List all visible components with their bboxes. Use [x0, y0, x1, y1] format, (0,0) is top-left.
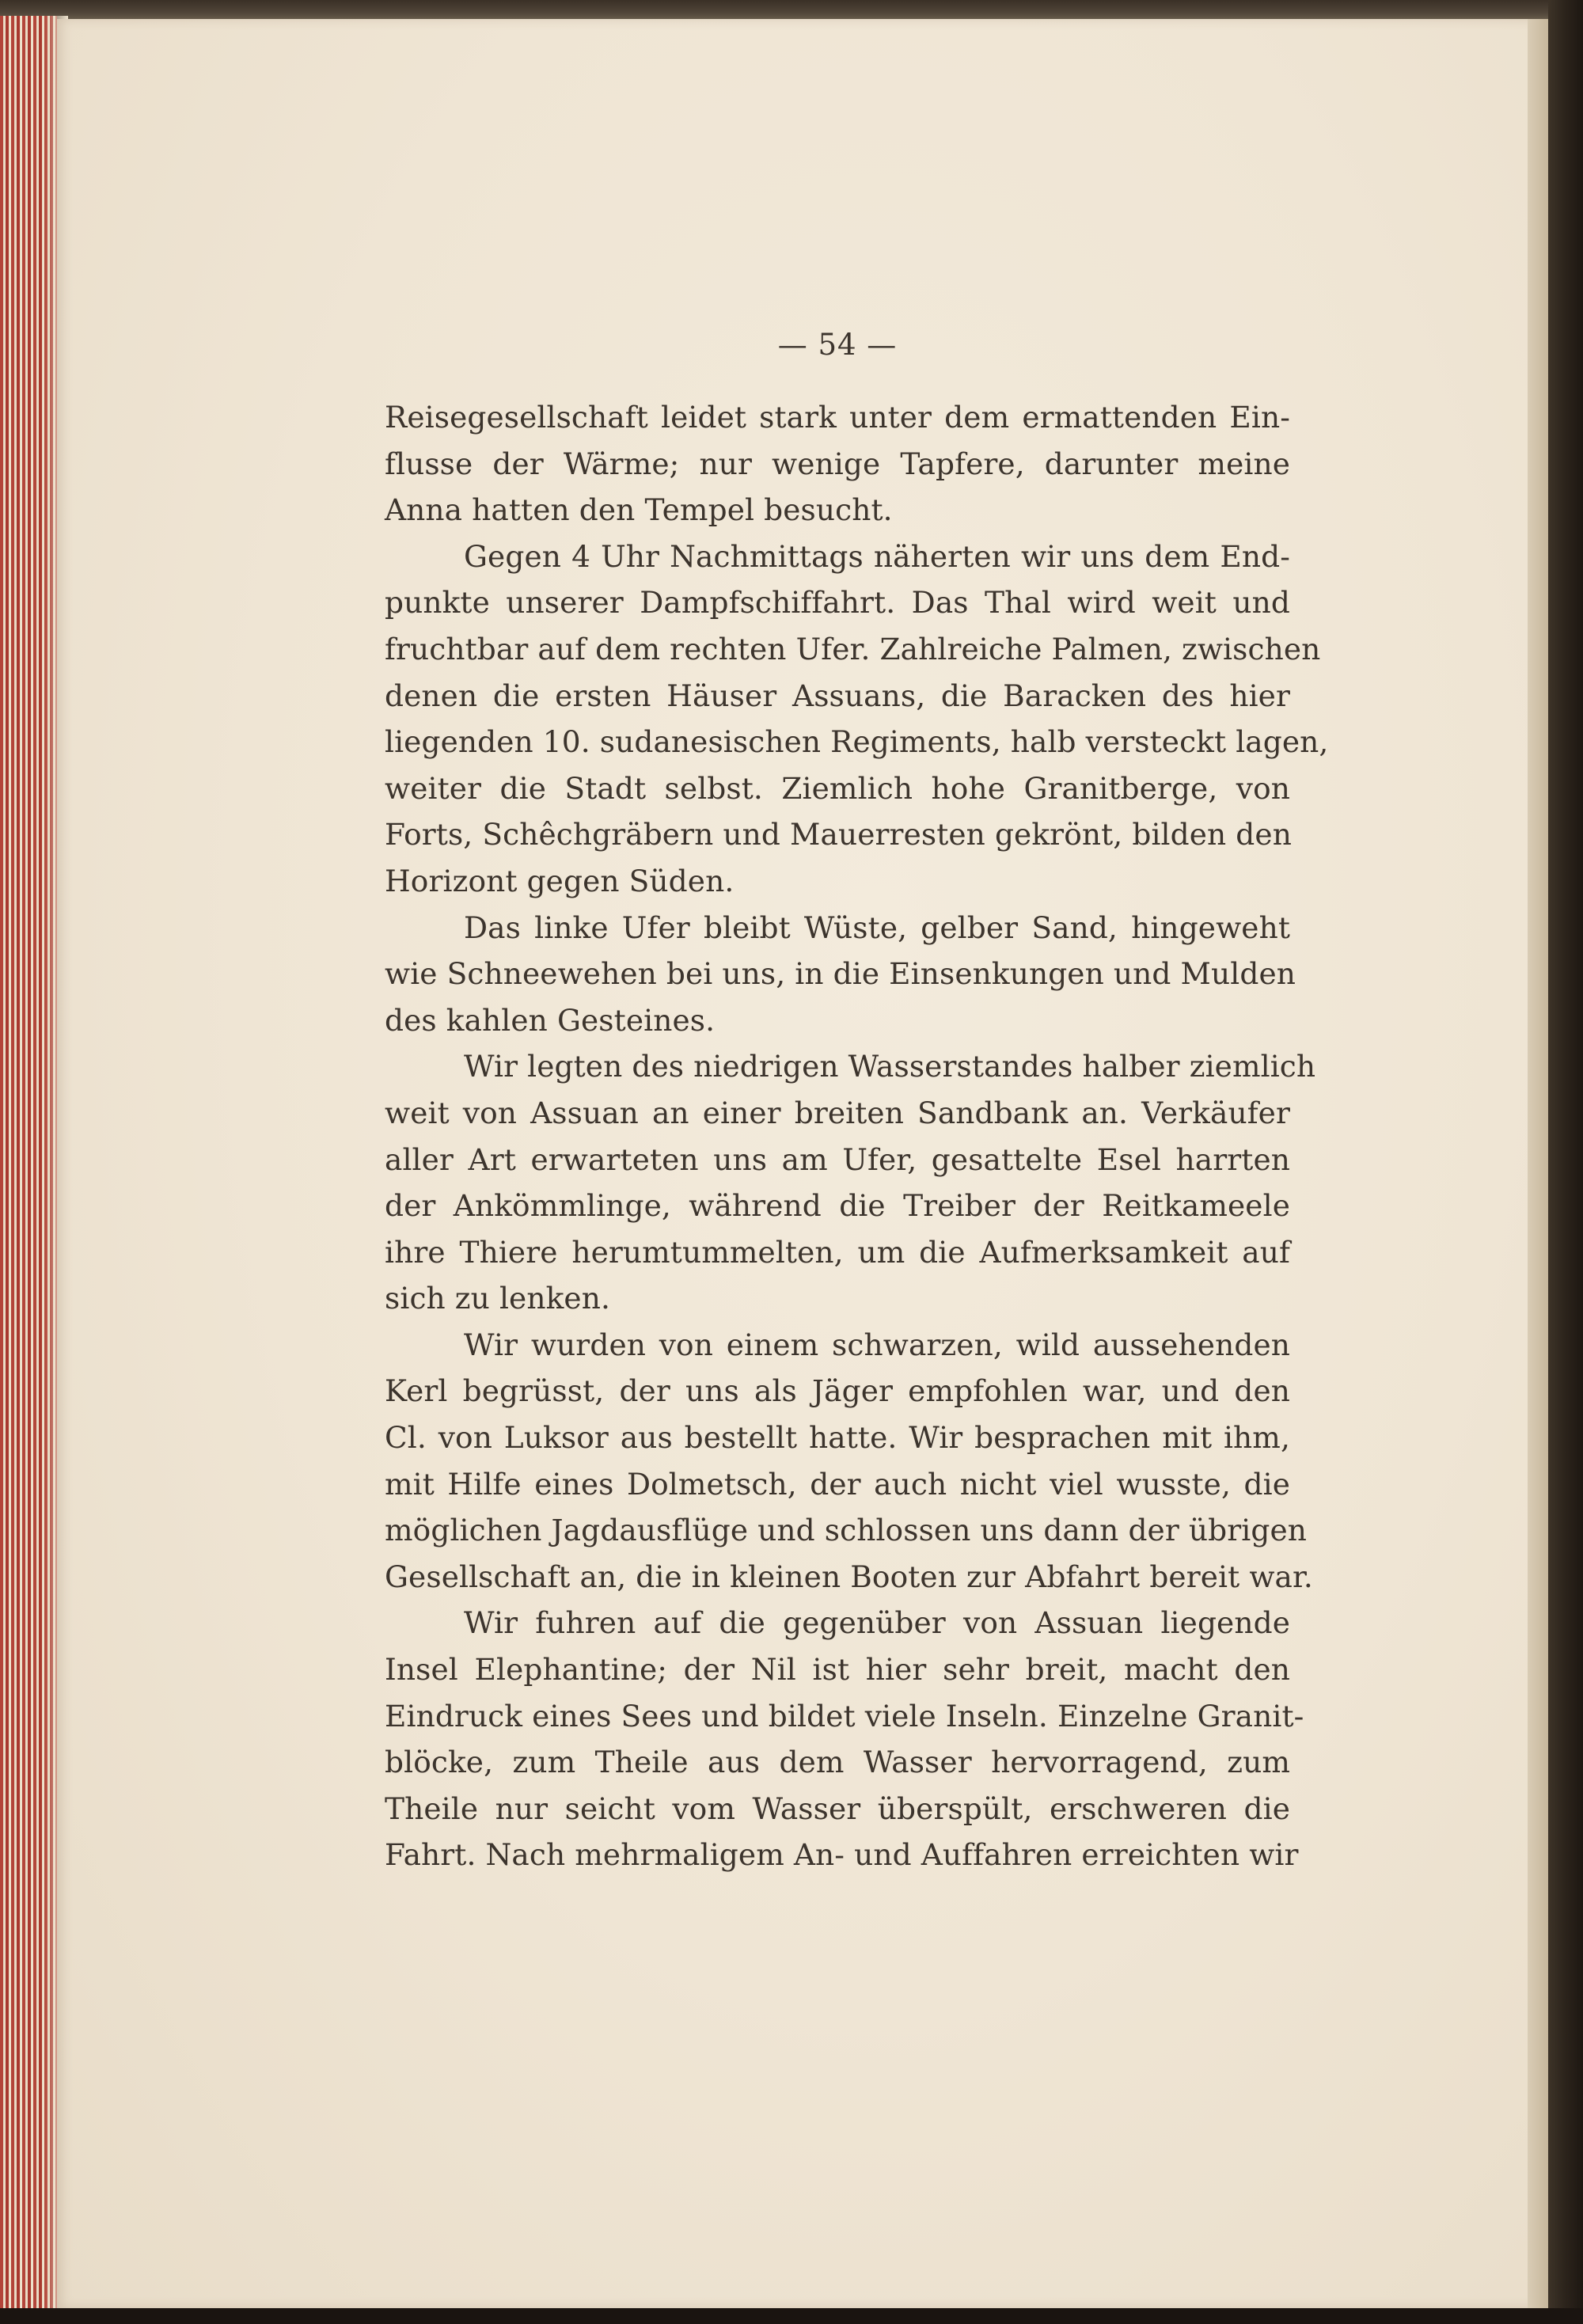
text-line: Theile nur seicht vom Wasser überspült, erschweren die [385, 1790, 1290, 1826]
text-line: möglichen Jagdausflüge und schlossen uns dann der übrigen [385, 1513, 1308, 1548]
text-line: des kahlen Gesteines. [385, 1002, 716, 1038]
right-book-board [1528, 19, 1548, 2308]
text-line: aller Art erwarteten uns am Ufer, gesattelte Esel harrten [385, 1141, 1290, 1177]
text-line: sich zu lenken. [385, 1281, 610, 1316]
text-line: weit von Assuan an einer breiten Sandbank an. Verkäufer [385, 1095, 1290, 1130]
text-line: Anna hatten den Tempel besucht. [385, 492, 893, 528]
text-line: weiter die Stadt selbst. Ziemlich hohe Granitberge, von [385, 770, 1290, 806]
text-line: Gesellschaft an, die in kleinen Booten zur Abfahrt bereit war. [385, 1559, 1313, 1594]
text-line: Eindruck eines Sees und bildet viele Inseln. Einzelne Granit- [385, 1698, 1304, 1734]
text-line: ihre Thiere herumtummelten, um die Aufmerksamkeit auf [385, 1234, 1290, 1270]
text-line: Wir fuhren auf die gegenüber von Assuan liegende [464, 1605, 1290, 1641]
text-line: Kerl begrüsst, der uns als Jäger empfohlen war, und den [385, 1373, 1290, 1409]
text-line: fruchtbar auf dem rechten Ufer. Zahlreiche Palmen, zwischen [385, 631, 1321, 666]
page-number: — 54 — [777, 328, 898, 362]
text-line: Wir legten des niedrigen Wasserstandes halber ziemlich [464, 1049, 1316, 1084]
text-line: mit Hilfe eines Dolmetsch, der auch nicht viel wusste, die [385, 1466, 1290, 1502]
book-cover-top-edge [0, 0, 1583, 21]
text-line: punkte unserer Dampfschiffahrt. Das Thal wird weit und [385, 585, 1290, 621]
body-text [385, 394, 1329, 1878]
right-dark-margin [1548, 0, 1583, 2324]
text-line: Gegen 4 Uhr Nachmittags näherten wir uns dem End- [464, 538, 1290, 574]
text-line: denen die ersten Häuser Assuans, die Baracken des hier [385, 678, 1290, 713]
text-line: Cl. von Luksor aus bestellt hatte. Wir besprachen mit ihm, [385, 1420, 1290, 1456]
text-line: Das linke Ufer bleibt Wüste, gelber Sand, hingeweht [464, 909, 1290, 945]
text-line: Horizont gegen Süden. [385, 863, 735, 898]
bottom-dark-margin [0, 2308, 1583, 2324]
text-line: Forts, Schêchgräbern und Mauerresten gekrönt, bilden den [385, 817, 1292, 853]
text-line: flusse der Wärme; nur wenige Tapfere, darunter meine [385, 446, 1290, 481]
text-line: Insel Elephantine; der Nil ist hier sehr breit, macht den [385, 1652, 1290, 1688]
text-line: Reisegesellschaft leidet stark unter dem ermattenden Ein- [385, 400, 1290, 435]
text-line: Fahrt. Nach mehrmaligem An- und Auffahren erreichten wir [385, 1837, 1299, 1873]
text-line: liegenden 10. sudanesischen Regiments, halb versteckt lagen, [385, 724, 1329, 760]
text-line: blöcke, zum Theile aus dem Wasser hervorragend, zum [385, 1745, 1290, 1780]
text-line: der Ankömmlinge, während die Treiber der Reitkameele [385, 1188, 1290, 1224]
text-line: wie Schneewehen bei uns, in die Einsenkungen und Mulden [385, 956, 1296, 992]
text-line: Wir wurden von einem schwarzen, wild aussehenden [464, 1327, 1290, 1362]
